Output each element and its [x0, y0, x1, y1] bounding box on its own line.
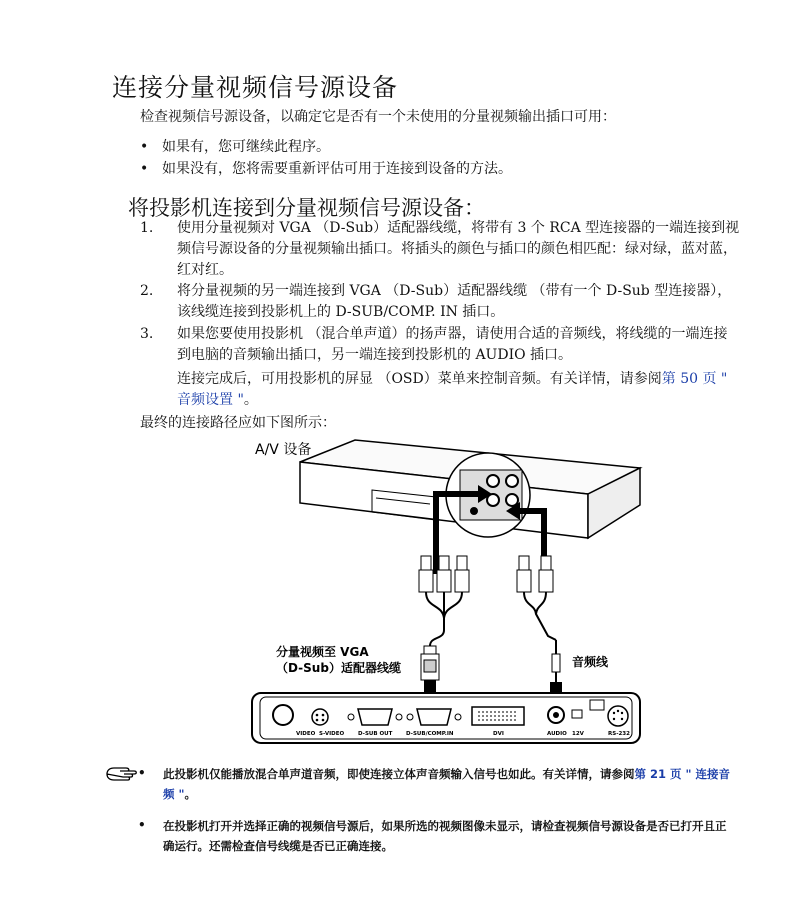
step-number: 2.: [140, 283, 154, 299]
step-item: [140, 281, 740, 323]
port-label: 12V: [572, 731, 584, 737]
port-label: D-SUB OUT: [358, 731, 393, 737]
note-bullet-mark: •: [138, 818, 146, 832]
step-item: [140, 324, 740, 411]
av-device-label: A/V 设备: [255, 442, 312, 458]
audio-cable-label: 音频线: [572, 655, 609, 669]
page-title: 连接分量视频信号源设备: [112, 73, 399, 102]
bullet-mark: •: [140, 161, 149, 177]
step-text: 将分量视频的另一端连接到 VGA （D-Sub）适配器线缆 （带有一个 D-Sub 型连接器），该线缆连接到投影机上的 D-SUB/COMP. IN 插口。: [177, 283, 732, 320]
cable-label-line1: 分量视频至 VGA: [276, 645, 369, 659]
note-text: 此投影机仅能播放混合单声道音频，即使连接立体声音频输入信号也如此。有关详情，请参阅: [163, 767, 635, 781]
step-extra-text: 连接完成后，可用投影机的屏显 （OSD）菜单来控制音频。有关详情，请参阅: [177, 371, 662, 387]
step-text: 使用分量视频对 VGA （D-Sub）适配器线缆，将带有 3 个 RCA 型连接器的一端连接到视频信号源设备的分量视频输出插口。将插头的颜色与插口的颜色相匹配：绿对绿，蓝对蓝，红对红。: [177, 220, 740, 278]
vga-adapter: [421, 646, 439, 680]
projector-back-panel: [252, 693, 640, 743]
step-number: 3.: [140, 326, 154, 342]
step-extra-end: 。: [243, 392, 258, 408]
audio-rca-plugs: [517, 556, 560, 682]
connection-diagram: [0, 430, 800, 755]
step-number: 1.: [140, 220, 154, 236]
note-text: 在投影机打开并选择正确的视频信号源后，如果所选的视频图像未显示，请检查视频信号源设备是否已打开且正确运行。还需检查信号线缆是否已正确连接。: [163, 819, 727, 853]
note-item: [163, 764, 733, 804]
pointing-hand-icon: [106, 764, 138, 782]
list-item: [140, 136, 330, 156]
port-label: DVI: [493, 731, 504, 737]
step-extra: [177, 369, 740, 411]
note-item: [163, 816, 733, 856]
bullet-text: 如果没有，您将需要重新评估可用于连接到设备的方法。: [162, 161, 512, 177]
step-item: [140, 218, 740, 281]
step-text: 如果您要使用投影机 （混合单声道）的扬声器，请使用合适的音频线，将线缆的一端连接到电脑的音频输出插口，另一端连接到投影机的 AUDIO 插口。: [177, 326, 728, 363]
note-bullet-mark: •: [138, 766, 146, 780]
list-item: [140, 158, 512, 178]
port-label: RS-232: [608, 731, 630, 737]
audio-settings-link[interactable]: 第 50 页 " 音频设置 ": [177, 371, 728, 408]
port-label: D-SUB/COMP.IN: [406, 731, 454, 737]
component-rca-plugs: [419, 556, 469, 646]
note-end: 。: [184, 787, 196, 801]
audio-connection-link[interactable]: 第 21 页 " 连接音频 ": [163, 767, 731, 801]
port-label: VIDEO: [296, 731, 316, 737]
cable-label-line2: （D-Sub）适配器线缆: [276, 661, 401, 675]
diagram-caption: 最终的连接路径应如下图所示：: [140, 415, 336, 431]
port-label: AUDIO: [547, 731, 567, 737]
intro-text: 检查视频信号源设备，以确定它是否有一个未使用的分量视频输出插口可用：: [140, 109, 616, 125]
bullet-mark: •: [140, 139, 149, 155]
port-label: S-VIDEO: [319, 731, 345, 737]
section-heading: 将投影机连接到分量视频信号源设备：: [128, 196, 485, 220]
bullet-text: 如果有，您可继续此程序。: [162, 139, 330, 155]
